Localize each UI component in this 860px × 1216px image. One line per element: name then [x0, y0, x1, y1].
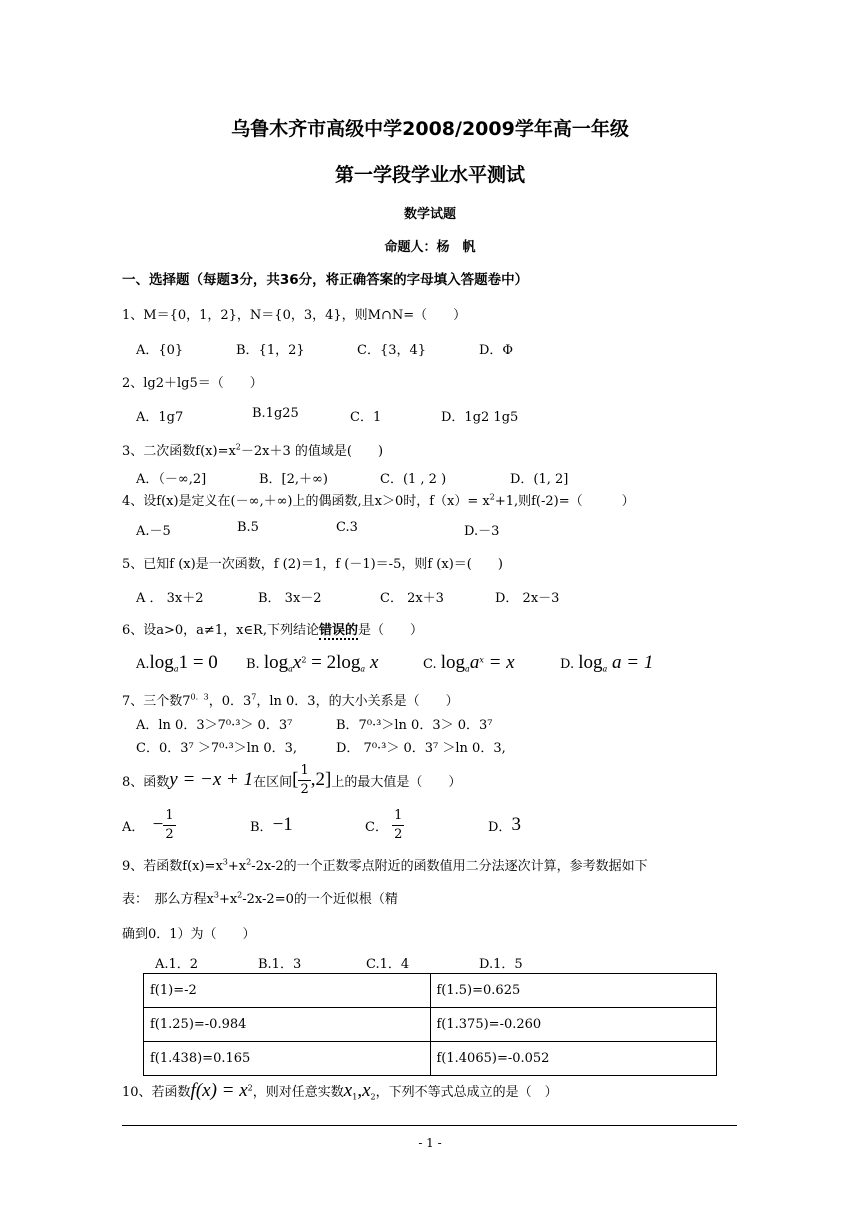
author-line: 命题人：杨 帆: [384, 240, 476, 255]
q3-option-b: B．[2,＋∞): [259, 472, 328, 487]
q8-interval-end: ,2]: [310, 769, 332, 790]
q6-a-sub: a: [173, 664, 179, 674]
q7-sup1: 0．3: [190, 692, 209, 702]
q9-stem-line3: 确到0．1）为（ ）: [122, 927, 256, 942]
q6-d-sub: a: [602, 664, 608, 674]
q6-stem-emphasis: 错误的: [318, 623, 358, 638]
q9-l2-sup1: 3: [213, 890, 219, 900]
q6-stem: [122, 619, 423, 638]
q4-stem: [122, 490, 635, 509]
q9-l1-mid: +x: [227, 859, 247, 874]
q8-option-a: [122, 805, 176, 845]
page-number: - 1 -: [418, 1136, 442, 1150]
q8-a-num: 1: [163, 807, 175, 826]
table-cell: f(1)=-2: [144, 974, 431, 1008]
q6-d-log: log: [578, 652, 603, 673]
q8-option-b: [250, 805, 293, 845]
q6-b-end: x: [365, 652, 379, 673]
q6-d-label: D.: [560, 657, 575, 672]
q8-a-sign: −: [152, 814, 164, 835]
q8-stem-pre: 8、函数: [122, 774, 170, 790]
q9-option-a: A.1．2: [155, 957, 199, 972]
q8-c-label: C．: [365, 819, 388, 835]
table-row: [144, 1008, 717, 1042]
q7-option-a: A．ln 0．3＞7⁰·³＞ 0．3⁷: [136, 718, 293, 733]
q8-interval-den: 2: [300, 781, 309, 797]
q5-option-b: B． 3x－2: [258, 591, 322, 606]
q10-var-x2: x: [362, 1080, 371, 1101]
q6-option-c: [423, 652, 515, 674]
q9-option-d: D.1．5: [479, 957, 523, 972]
q2-option-b: B.1g25: [252, 406, 299, 421]
q9-l1-post: -2x-2的一个正数零点附近的函数值用二分法逐次计算，参考数据如下: [251, 859, 648, 874]
q6-b-mid: = 2log: [306, 652, 361, 673]
q9-stem-line1: [122, 855, 648, 874]
q8-a-den: 2: [165, 826, 174, 842]
q8-d-value: 3: [511, 814, 521, 835]
q8-interval-open: [: [292, 769, 299, 790]
q6-option-d: [560, 652, 653, 674]
q10-var-x1: x: [343, 1080, 353, 1101]
q9-stem-line2: [122, 888, 398, 907]
q3-stem-pre: 3、二次函数: [122, 444, 196, 459]
q9-l2-sup2: 2: [237, 890, 243, 900]
q4-option-c: C.3: [336, 520, 358, 535]
q4-option-b: B.5: [237, 520, 259, 535]
q8-c-fraction: [392, 807, 404, 844]
q10-stem: [122, 1080, 558, 1102]
q7-sup2: 7: [251, 692, 257, 702]
q3-fx: f(x)=x: [195, 444, 236, 459]
q6-d-end: a = 1: [607, 652, 654, 673]
q7-stem-mid: ，0．3: [208, 694, 252, 709]
q6-c-label: C.: [423, 657, 437, 672]
q1-stem: 1、M＝{0，1，2}，N＝{0，3，4}，则M∩N=（ ）: [122, 308, 467, 323]
q6-b-sub: a: [288, 664, 293, 674]
q9-l2-pre: 表： 那么方程x: [122, 892, 214, 907]
q7-stem-pre: 7、三个数7: [122, 694, 191, 709]
q10-sub1: 1: [352, 1092, 358, 1102]
table-cell: f(1.438)=0.165: [144, 1042, 431, 1076]
q6-c-end: = x: [483, 652, 515, 673]
q2-stem: 2、lg2＋lg5＝（ ）: [122, 376, 263, 391]
q3-option-d: D．(1, 2]: [510, 472, 569, 487]
q8-interval-num: 1: [298, 762, 310, 781]
q5-stem: 5、已知f (x)是一次函数，f (2)＝1，f (－1)＝-5，则f (x)＝( ): [122, 557, 503, 572]
q8-stem: [122, 762, 461, 798]
q5-option-d: D． 2x－3: [495, 591, 560, 606]
q9-l2-mid: +x: [218, 892, 238, 907]
q3-option-a: A．（－∞,2]: [136, 472, 207, 487]
q1-option-d: D．Φ: [479, 343, 514, 358]
q10-sup: 2: [247, 1083, 253, 1093]
table-cell: f(1.375)=-0.260: [430, 1008, 717, 1042]
exam-title-line2: 第一学段学业水平测试: [334, 164, 525, 186]
q8-b-value: −1: [272, 814, 293, 835]
q4-stem-post: +1,则f(-2)=（ ）: [494, 494, 635, 509]
q4-option-d: D.－3: [464, 524, 500, 539]
q8-stem-mid: 在区间: [253, 774, 293, 790]
q7-option-d: D． 7⁰·³＞ 0．3⁷ ＞ln 0．3,: [336, 741, 506, 756]
q8-b-label: B．: [250, 819, 273, 835]
subject-title: 数学试题: [403, 207, 456, 222]
q6-stem-pre: 6、设a>0，a≠1，x∈R,下列结论: [122, 623, 319, 638]
q3-stem-post: －2x＋3 的值域是( ): [240, 444, 384, 459]
q8-option-c: [365, 805, 404, 845]
q2-option-a: A．1g7: [136, 410, 184, 425]
q10-stem-mid: ，则对任意实数: [252, 1085, 344, 1100]
q6-b-x: x: [292, 652, 302, 673]
table-cell: f(1.5)=0.625: [430, 974, 717, 1008]
q10-comma: ,: [357, 1080, 363, 1101]
q7-stem: [122, 690, 459, 709]
q9-l1-sup2: 2: [246, 857, 252, 867]
footer-divider: [122, 1125, 737, 1126]
q8-option-d: [488, 805, 521, 845]
q6-c-a: a: [469, 652, 480, 673]
q3-stem: [122, 440, 383, 459]
q8-a-fraction: [163, 807, 175, 844]
section-heading: 一、选择题（每题3分，共36分，将正确答案的字母填入答题卷中）: [122, 272, 529, 288]
table-cell: f(1.25)=-0.984: [144, 1008, 431, 1042]
q6-b-sub2: a: [360, 664, 366, 674]
q9-l2-post: -2x-2=0的一个近似根（精: [242, 892, 398, 907]
q6-option-b: [246, 652, 378, 674]
q4-stem-pre: 4、设f(x)是定义在(－∞,＋∞)上的偶函数,且x＞0时，f（x）= x: [122, 494, 490, 509]
q8-function: y = −x + 1: [169, 769, 254, 790]
q7-stem-post: ，ln 0．3，的大小关系是（ ）: [256, 694, 459, 709]
q9-l1-sup1: 3: [222, 857, 228, 867]
q6-c-log: log: [440, 652, 466, 673]
q7-option-c: C．0．3⁷ ＞7⁰·³＞ln 0．3,: [136, 741, 297, 756]
q3-exp: 2: [235, 442, 241, 452]
exam-title-line1: 乌鲁木齐市高级中学2008/2009学年高一年级: [231, 118, 629, 140]
table-cell: f(1.4065)=-0.052: [430, 1042, 717, 1076]
q9-reference-table: [143, 973, 717, 1076]
table-row: [144, 1042, 717, 1076]
q2-option-d: D．1g2 1g5: [441, 410, 519, 425]
q6-a-rest: 1 = 0: [178, 652, 218, 673]
q9-option-c: C.1．4: [366, 957, 410, 972]
q7-option-b: B．7⁰·³＞ln 0．3＞ 0．3⁷: [336, 718, 493, 733]
q10-stem-post: ，下列不等式总成立的是（ ）: [375, 1085, 558, 1100]
q6-c-sup: x: [479, 655, 484, 665]
q3-option-c: C．(1 , 2 ): [380, 472, 447, 487]
q10-sub2: 2: [370, 1092, 376, 1102]
q4-exp: 2: [489, 492, 495, 502]
q8-interval-fraction: [298, 762, 310, 799]
q6-b-sup: 2: [301, 655, 307, 665]
q2-option-c: C．1: [350, 410, 382, 425]
q8-c-den: 2: [394, 826, 403, 842]
q10-function: f(x) = x: [190, 1080, 248, 1101]
q5-option-a: A ． 3x＋2: [136, 591, 204, 606]
q6-b-log: log: [263, 652, 289, 673]
q5-option-c: C． 2x＋3: [380, 591, 444, 606]
table-row: [144, 974, 717, 1008]
q6-a-log: log: [149, 652, 174, 673]
q8-d-label: D．: [488, 819, 512, 835]
q6-c-sub: a: [465, 664, 470, 674]
q1-option-c: C．{3，4}: [357, 343, 427, 358]
q6-stem-post: 是（ ）: [358, 623, 424, 638]
q8-stem-post: 上的最大值是（ ）: [331, 774, 462, 790]
q9-l1-pre: 9、若函数f(x)=x: [122, 859, 223, 874]
q8-c-num: 1: [392, 807, 404, 826]
q6-a-label: A.: [136, 657, 150, 672]
q8-a-label: A．: [122, 819, 145, 835]
q4-option-a: A.－5: [136, 524, 171, 539]
q6-b-label: B.: [246, 657, 260, 672]
q6-option-a: [136, 652, 218, 674]
q10-stem-pre: 10、若函数: [122, 1085, 191, 1100]
q1-option-a: A．{0}: [136, 343, 184, 358]
q9-option-b: B.1．3: [258, 957, 302, 972]
q1-option-b: B．{1，2}: [236, 343, 305, 358]
